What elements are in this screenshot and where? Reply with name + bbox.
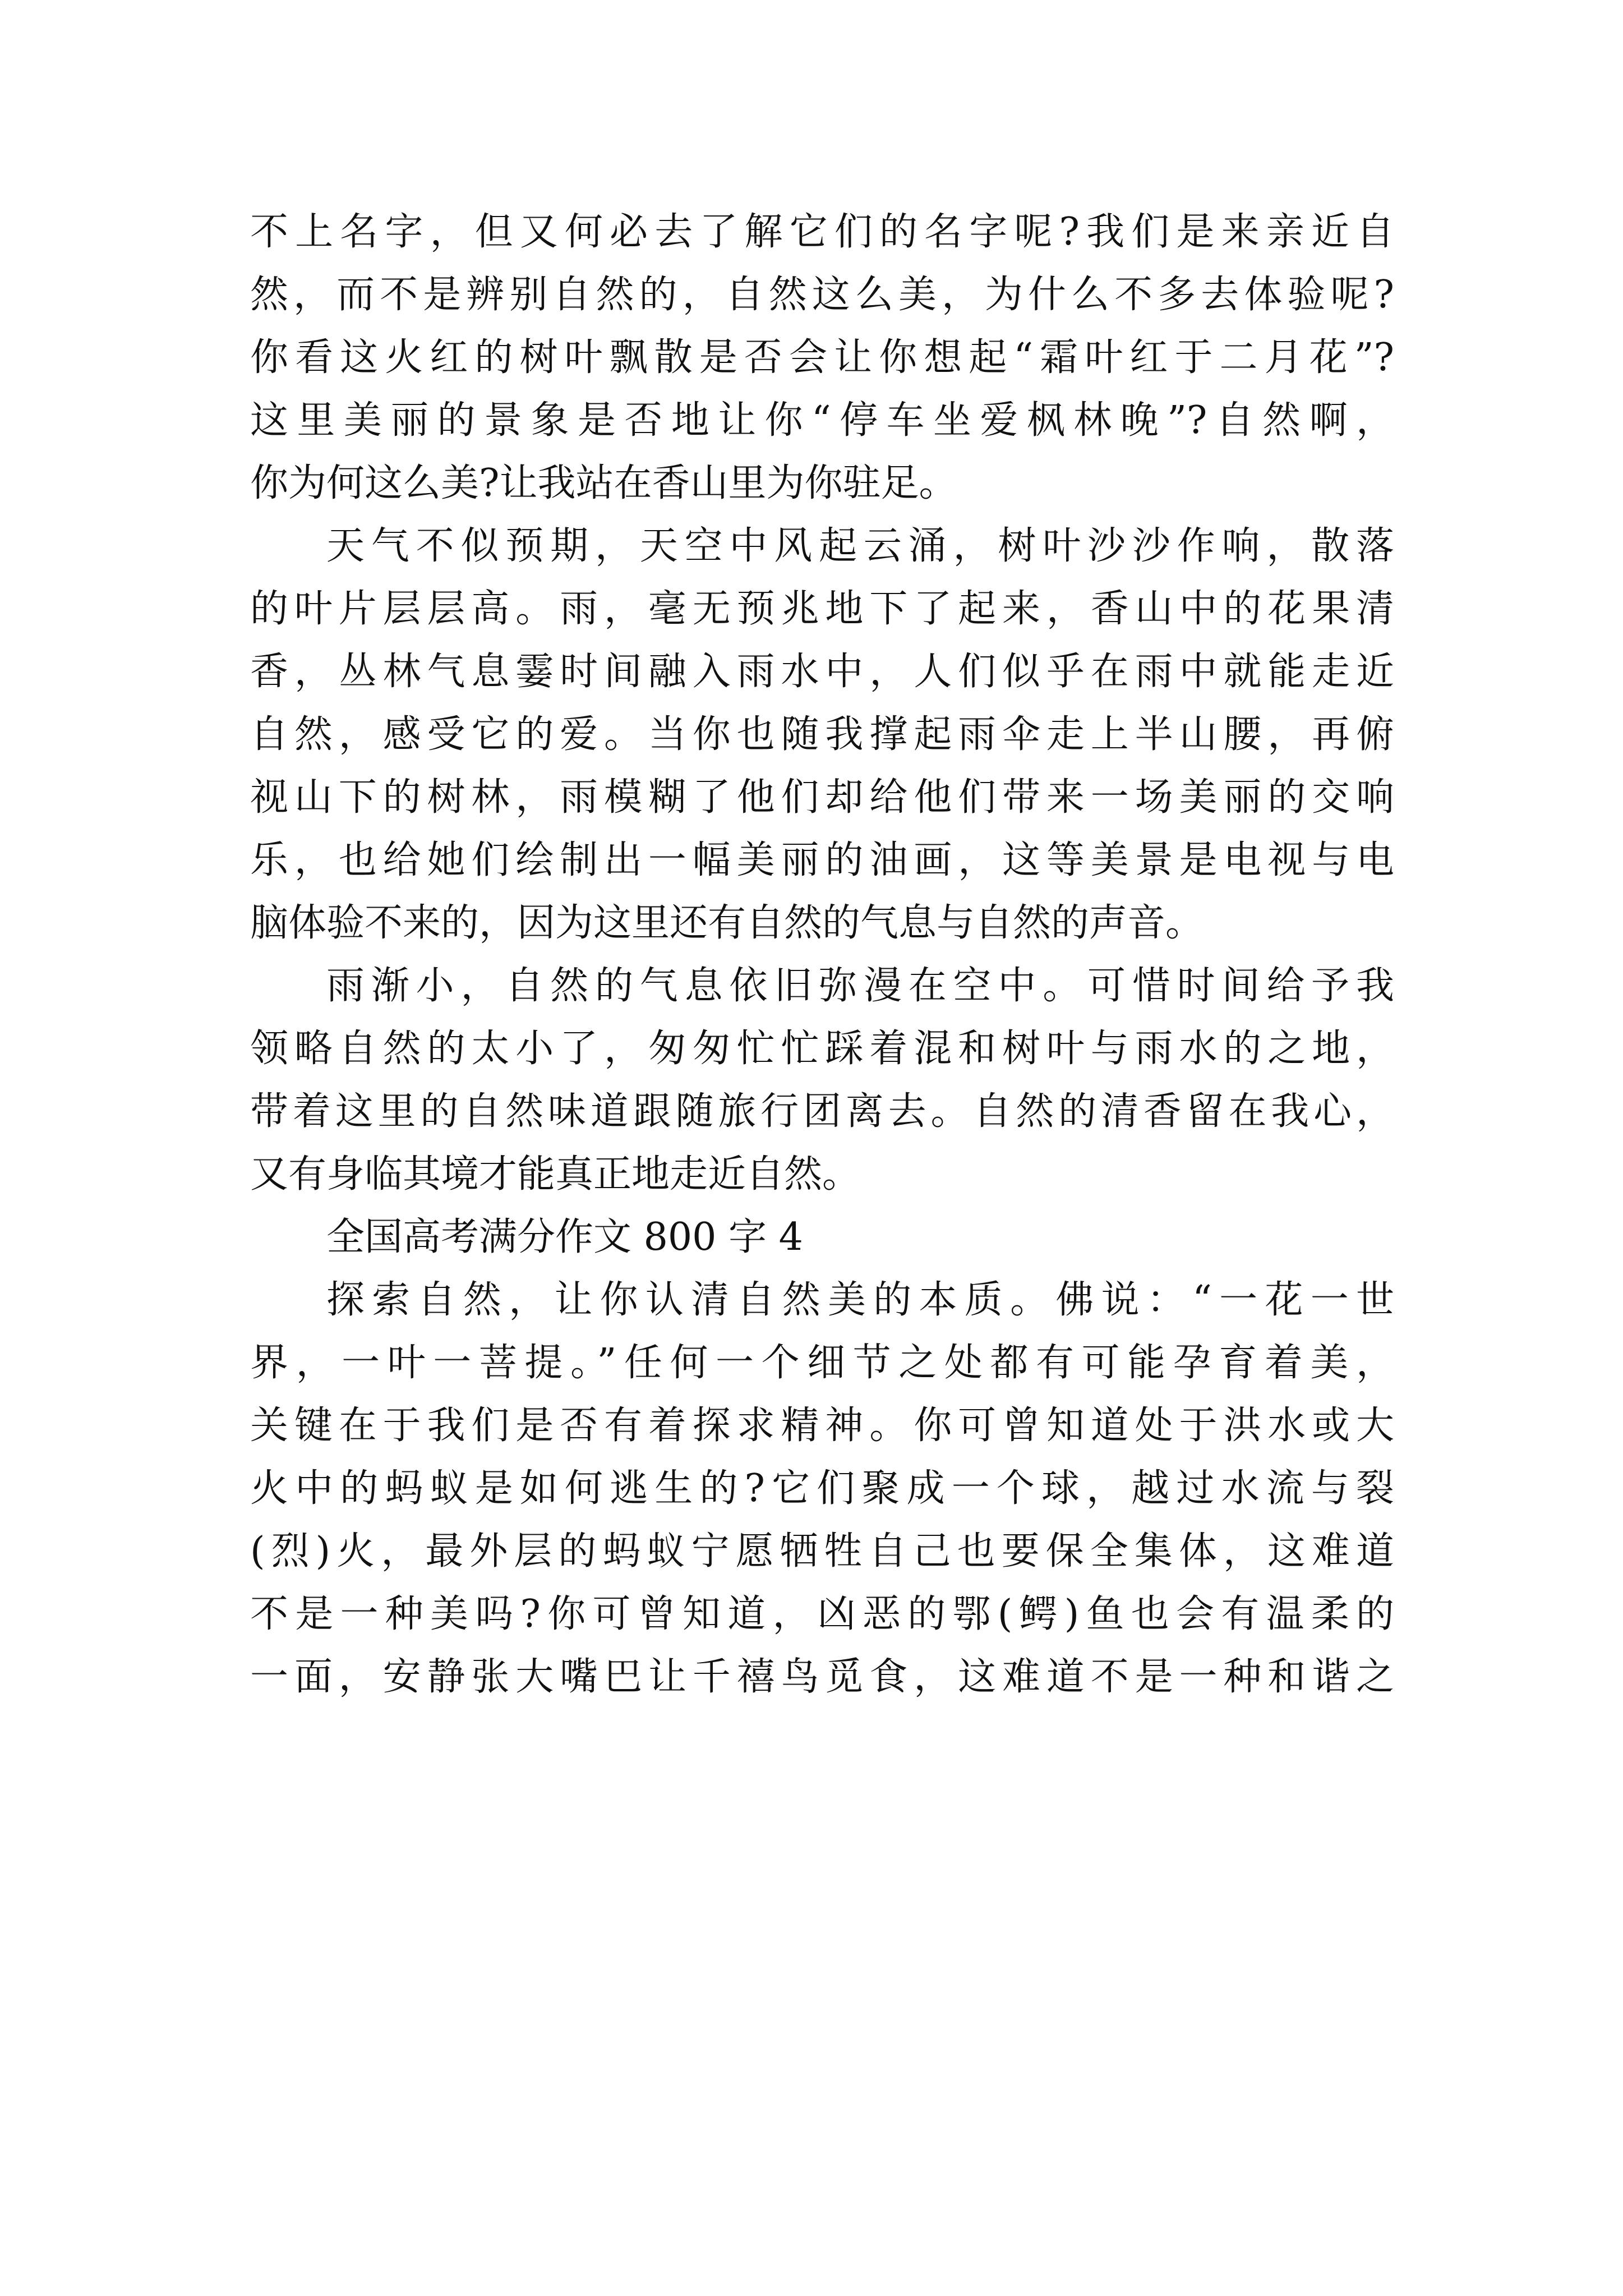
- paragraph-5-line-3: 关键在于我们是否有着探求精神。你可曾知道处于洪水或大: [250, 1404, 1394, 1448]
- paragraph-5-line-7: 一面，安静张大嘴巴让千禧鸟觅食，这难道不是一种和谐之: [250, 1655, 1394, 1699]
- paragraph-1-line-5: 你为何这么美?让我站在香山里为你驻足。: [250, 461, 957, 505]
- paragraph-5-line-1: 探索自然，让你认清自然美的本质。佛说：“一花一世: [326, 1278, 1394, 1322]
- paragraph-1-line-2: 然，而不是辨别自然的，自然这么美，为什么不多去体验呢?: [250, 273, 1394, 317]
- section-heading: 全国高考满分作文 800 字 4: [326, 1215, 803, 1259]
- paragraph-2-line-4: 自然，感受它的爱。当你也随我撑起雨伞走上半山腰，再俯: [250, 712, 1394, 757]
- paragraph-2-line-3: 香，丛林气息霎时间融入雨水中，人们似乎在雨中就能走近: [250, 650, 1394, 694]
- paragraph-3-line-2: 领略自然的太小了，匆匆忙忙踩着混和树叶与雨水的之地，: [250, 1027, 1394, 1071]
- paragraph-5-line-5: (烈)火，最外层的蚂蚁宁愿牺牲自己也要保全集体，这难道: [250, 1529, 1394, 1573]
- paragraph-5-line-6: 不是一种美吗?你可曾知道，凶恶的鄂(鳄)鱼也会有温柔的: [250, 1592, 1394, 1636]
- paragraph-2-line-7: 脑体验不来的，因为这里还有自然的气息与自然的声音。: [250, 901, 1204, 945]
- paragraph-5-line-4: 火中的蚂蚁是如何逃生的?它们聚成一个球，越过水流与裂: [250, 1466, 1394, 1511]
- paragraph-3-line-1: 雨渐小，自然的气息依旧弥漫在空中。可惜时间给予我: [326, 964, 1394, 1008]
- paragraph-3-line-4: 又有身临其境才能真正地走近自然。: [250, 1152, 861, 1197]
- paragraph-5-line-2: 界，一叶一菩提。”任何一个细节之处都有可能孕育着美，: [250, 1341, 1394, 1385]
- paragraph-2-line-2: 的叶片层层高。雨，毫无预兆地下了起来，香山中的花果清: [250, 587, 1394, 631]
- essay-text: [250, 201, 1394, 1709]
- paragraph-2-line-5: 视山下的树林，雨模糊了他们却给他们带来一场美丽的交响: [250, 775, 1394, 820]
- paragraph-1-line-1: 不上名字，但又何必去了解它们的名字呢?我们是来亲近自: [250, 210, 1394, 254]
- paragraph-1-line-4: 这里美丽的景象是否地让你“停车坐爱枫林晚”?自然啊，: [250, 398, 1394, 443]
- paragraph-2-line-1: 天气不似预期，天空中风起云涌，树叶沙沙作响，散落: [326, 524, 1394, 568]
- paragraph-2-line-6: 乐，也给她们绘制出一幅美丽的油画，这等美景是电视与电: [250, 838, 1394, 882]
- paragraph-1-line-3: 你看这火红的树叶飘散是否会让你想起“霜叶红于二月花”?: [250, 335, 1394, 380]
- paragraph-3-line-3: 带着这里的自然味道跟随旅行团离去。自然的清香留在我心，: [250, 1089, 1394, 1134]
